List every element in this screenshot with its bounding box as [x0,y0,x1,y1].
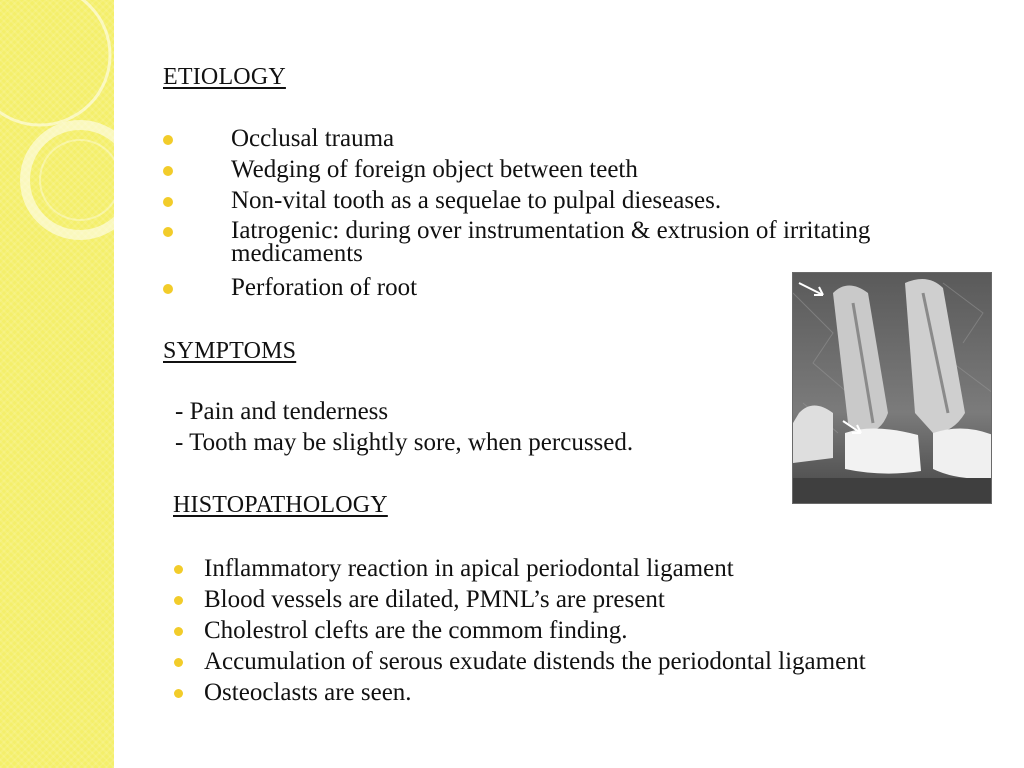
bullet-icon [174,689,183,698]
bullet-icon [163,166,173,176]
list-item-text: Blood vessels are dilated, PMNL’s are present [204,586,665,613]
list-item-text: Wedging of foreign object between teeth [231,156,638,183]
symptoms-heading: SYMPTOMS [163,338,297,364]
bullet-icon [174,658,183,667]
list-item [163,219,883,275]
bullet-icon [163,284,173,294]
bullet-icon [163,135,173,145]
list-item-text: Perforation of root [231,274,418,301]
dental-radiograph [792,272,992,504]
list-item-text: Cholestrol clefts are the commom finding. [204,617,628,644]
bullet-icon [174,565,183,574]
list-item [174,618,994,649]
etiology-list [163,126,883,306]
etiology-heading: ETIOLOGY [163,64,286,90]
list-item [174,556,994,587]
bullet-icon [174,627,183,636]
list-item-text: Non-vital tooth as a sequelae to pulpal dieseases. [231,187,722,214]
list-item [174,587,994,618]
list-item-text: Accumulation of serous exudate distends the periodontal ligament [204,648,866,675]
bullet-icon [174,596,183,605]
bullet-icon [163,227,173,237]
list-item [163,275,883,306]
list-item-text: Osteoclasts are seen. [204,679,412,706]
histopathology-list [174,556,994,711]
list-item [163,157,883,188]
symptom-item: - Pain and tenderness [175,398,389,425]
histopathology-heading: HISTOPATHOLOGY [173,492,388,518]
list-item-text: Iatrogenic: during over instrumentation & extrusion of irritating medicaments [231,217,871,267]
list-item-text: Inflammatory reaction in apical periodontal ligament [204,555,734,582]
bullet-icon [163,197,173,207]
list-item [163,188,883,219]
list-item-text: Occlusal trauma [231,125,395,152]
list-item [163,126,883,157]
decorative-rings [0,0,130,260]
list-item [174,649,994,680]
list-item [174,680,994,711]
dental-radiograph-icon [793,273,992,504]
symptom-item: - Tooth may be slightly sore, when percussed. [175,429,634,456]
